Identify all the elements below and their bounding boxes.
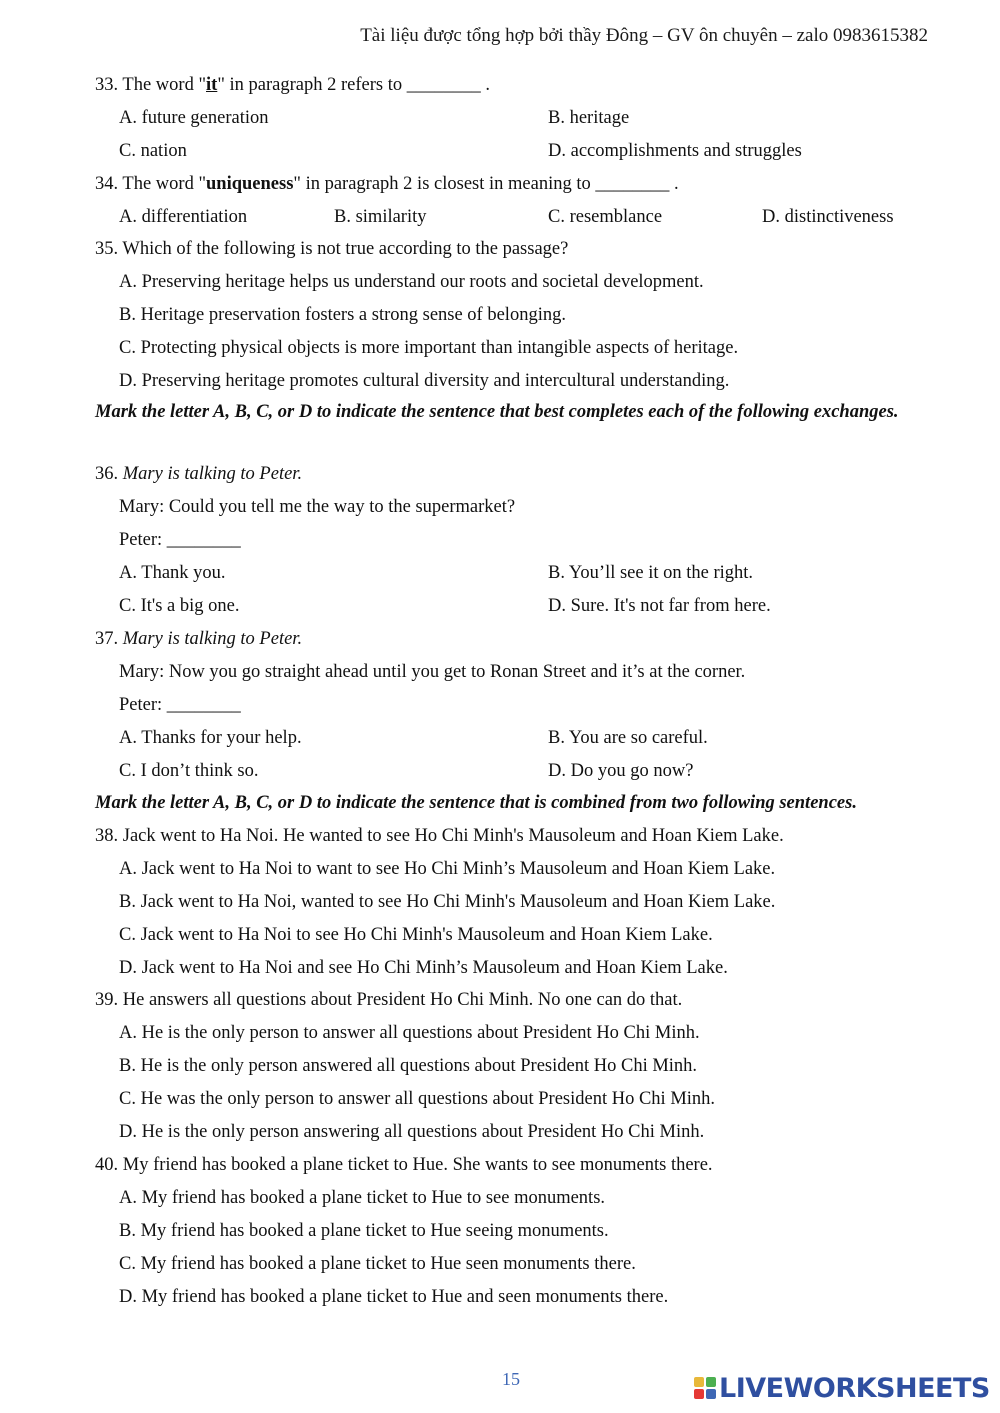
q35-option-b[interactable]: B. Heritage preservation fosters a strong sense of belonging. xyxy=(119,305,566,325)
q37-option-c[interactable]: C. I don’t think so. xyxy=(119,761,259,781)
logo-tiles-icon xyxy=(694,1377,716,1399)
q34-option-c[interactable]: C. resemblance xyxy=(548,207,663,227)
q37-option-d[interactable]: D. Do you go now? xyxy=(548,761,694,781)
q35-option-d[interactable]: D. Preserving heritage promotes cultural diversity and intercultural understanding. xyxy=(119,371,730,391)
q33-option-a[interactable]: A. future generation xyxy=(119,108,269,128)
page-header: Tài liệu được tổng hợp bởi thầy Đông – GV ôn chuyên – zalo 0983615382 xyxy=(360,25,928,46)
q34-option-a[interactable]: A. differentiation xyxy=(119,207,248,227)
q37-peter-line: Peter: ________ xyxy=(119,695,241,715)
q38-option-c[interactable]: C. Jack went to Ha Noi to see Ho Chi Minh's Mausoleum and Hoan Kiem Lake. xyxy=(119,925,713,945)
q35-option-c[interactable]: C. Protecting physical objects is more important than intangible aspects of heritage. xyxy=(119,338,739,358)
q40-option-d[interactable]: D. My friend has booked a plane ticket to Hue and seen monuments there. xyxy=(119,1287,669,1307)
q39-option-b[interactable]: B. He is the only person answered all questions about President Ho Chi Minh. xyxy=(119,1056,698,1076)
q39-option-a[interactable]: A. He is the only person to answer all questions about President Ho Chi Minh. xyxy=(119,1023,700,1043)
logo-tile-4 xyxy=(706,1389,716,1399)
brand-wordmark: LIVEWORKSHEETS xyxy=(719,1372,990,1404)
q37-mary-line: Mary: Now you go straight ahead until you get to Ronan Street and it’s at the corner. xyxy=(119,662,746,682)
question-34-keyword: uniqueness xyxy=(206,174,294,194)
question-38-stem: 38. Jack went to Ha Noi. He wanted to see Ho Chi Minh's Mausoleum and Hoan Kiem Lake. xyxy=(95,826,784,846)
q37-option-a[interactable]: A. Thanks for your help. xyxy=(119,728,302,748)
q36-option-d[interactable]: D. Sure. It's not far from here. xyxy=(548,596,771,616)
q34-option-b[interactable]: B. similarity xyxy=(334,207,427,227)
page-number: 15 xyxy=(502,1369,520,1389)
q36-peter-line: Peter: ________ xyxy=(119,530,241,550)
q39-option-c[interactable]: C. He was the only person to answer all questions about President Ho Chi Minh. xyxy=(119,1089,716,1109)
q39-option-d[interactable]: D. He is the only person answering all questions about President Ho Chi Minh. xyxy=(119,1122,705,1142)
q40-option-b[interactable]: B. My friend has booked a plane ticket to Hue seeing monuments. xyxy=(119,1221,609,1241)
logo-tile-2 xyxy=(706,1377,716,1387)
q40-option-a[interactable]: A. My friend has booked a plane ticket to Hue to see monuments. xyxy=(119,1188,606,1208)
question-36-context: Mary is talking to Peter. xyxy=(122,464,303,484)
question-40-stem: 40. My friend has booked a plane ticket to Hue. She wants to see monuments there. xyxy=(95,1155,713,1175)
q33-option-b[interactable]: B. heritage xyxy=(548,108,630,128)
q33-option-c[interactable]: C. nation xyxy=(119,141,187,161)
question-39-stem: 39. He answers all questions about President Ho Chi Minh. No one can do that. xyxy=(95,990,683,1010)
question-37-stem: 37. Mary is talking to Peter. xyxy=(95,629,303,649)
question-35-stem: 35. Which of the following is not true according to the passage? xyxy=(95,239,569,259)
q38-option-b[interactable]: B. Jack went to Ha Noi, wanted to see Ho Chi Minh's Mausoleum and Hoan Kiem Lake. xyxy=(119,892,776,912)
question-36-stem: 36. Mary is talking to Peter. xyxy=(95,464,303,484)
question-33-stem: 33. The word "it" in paragraph 2 refers to ________ . xyxy=(95,75,490,95)
q40-option-c[interactable]: C. My friend has booked a plane ticket to Hue seen monuments there. xyxy=(119,1254,636,1274)
q36-option-a[interactable]: A. Thank you. xyxy=(119,563,226,583)
q36-mary-line: Mary: Could you tell me the way to the supermarket? xyxy=(119,497,516,517)
question-34-stem: 34. The word "uniqueness" in paragraph 2 is closest in meaning to ________ . xyxy=(95,174,679,194)
q36-option-b[interactable]: B. You’ll see it on the right. xyxy=(548,563,754,583)
liveworksheets-logo[interactable] xyxy=(694,1371,990,1405)
q37-option-b[interactable]: B. You are so careful. xyxy=(548,728,708,748)
q33-option-d[interactable]: D. accomplishments and struggles xyxy=(548,141,802,161)
instruction-exchanges: Mark the letter A, B, C, or D to indicate the sentence that best completes each of the following exchanges. xyxy=(95,402,899,422)
q38-option-a[interactable]: A. Jack went to Ha Noi to want to see Ho Chi Minh’s Mausoleum and Hoan Kiem Lake. xyxy=(119,859,776,879)
instruction-combine: Mark the letter A, B, C, or D to indicate the sentence that is combined from two following sentences. xyxy=(95,793,857,813)
q35-option-a[interactable]: A. Preserving heritage helps us understand our roots and societal development. xyxy=(119,272,704,292)
logo-tile-1 xyxy=(694,1377,704,1387)
logo-tile-3 xyxy=(694,1389,704,1399)
q34-option-d[interactable]: D. distinctiveness xyxy=(762,207,894,227)
question-33-keyword: it xyxy=(206,75,218,95)
q36-option-c[interactable]: C. It's a big one. xyxy=(119,596,240,616)
question-37-context: Mary is talking to Peter. xyxy=(122,629,303,649)
q38-option-d[interactable]: D. Jack went to Ha Noi and see Ho Chi Minh’s Mausoleum and Hoan Kiem Lake. xyxy=(119,958,728,978)
